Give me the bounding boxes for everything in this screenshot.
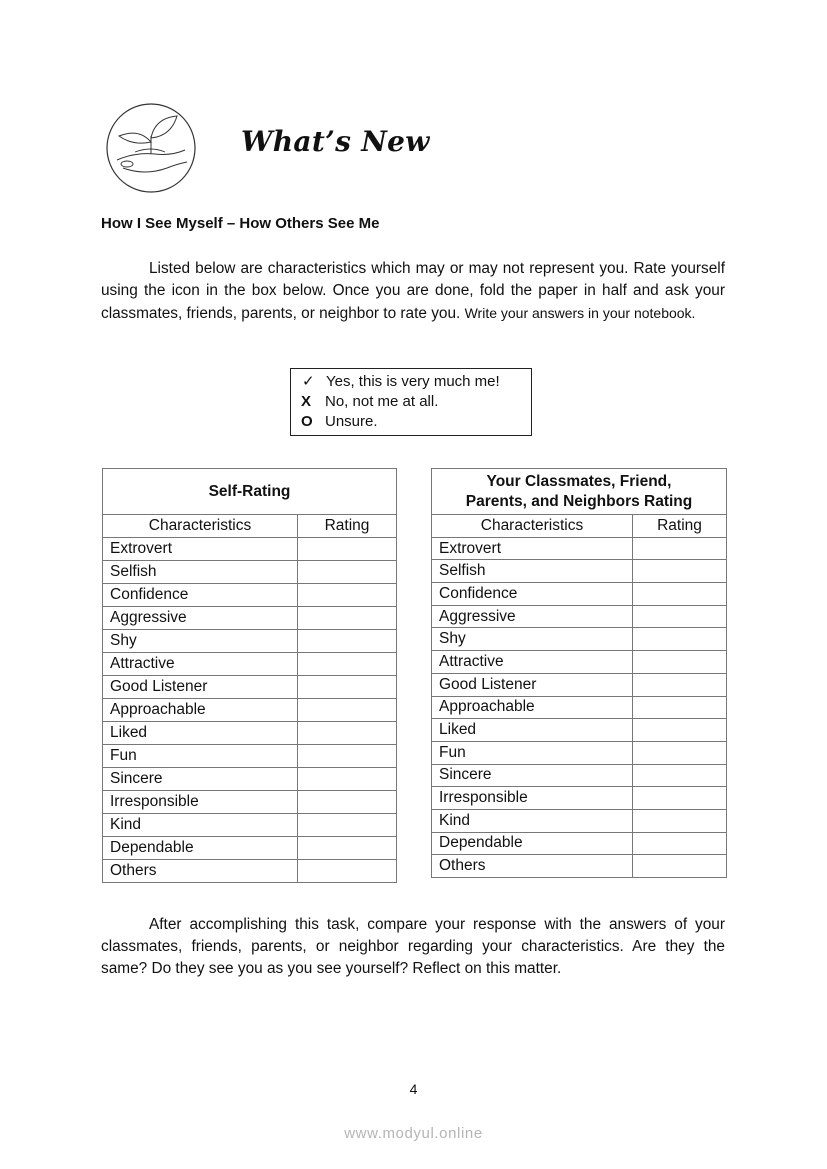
table-row xyxy=(103,653,397,676)
hand-holding-seedling-icon xyxy=(105,102,197,194)
table-row xyxy=(103,722,397,745)
table-row xyxy=(103,791,397,814)
characteristic-cell: Confidence xyxy=(103,584,298,607)
characteristic-cell: Liked xyxy=(103,722,298,745)
rating-cell[interactable] xyxy=(633,764,727,787)
title-line: Parents, and Neighbors Rating xyxy=(465,492,693,510)
table-row xyxy=(103,630,397,653)
characteristic-cell: Irresponsible xyxy=(103,791,298,814)
legend-meaning: Yes, this is very much me! xyxy=(326,373,500,390)
rating-cell[interactable] xyxy=(633,605,727,628)
table-row xyxy=(103,837,397,860)
rating-cell[interactable] xyxy=(298,814,397,837)
characteristic-cell: Sincere xyxy=(432,764,633,787)
rating-cell[interactable] xyxy=(633,787,727,810)
characteristic-cell: Extrovert xyxy=(103,538,298,561)
rating-cell[interactable] xyxy=(298,584,397,607)
rating-cell[interactable] xyxy=(298,860,397,883)
characteristic-cell: Aggressive xyxy=(432,605,633,628)
rating-cell[interactable] xyxy=(298,699,397,722)
table-row xyxy=(103,607,397,630)
table-row xyxy=(432,537,727,560)
table-row xyxy=(432,696,727,719)
title-line: Your Classmates, Friend, xyxy=(486,472,672,490)
characteristic-cell: Confidence xyxy=(432,583,633,606)
others-rating-table xyxy=(431,468,727,878)
table-row xyxy=(432,651,727,674)
page-number: 4 xyxy=(409,1081,418,1097)
table-row xyxy=(103,745,397,768)
closing-text: After accomplishing this task, compare your response with the answers of your classmates, friends, parents, or neighbor regarding your characteristics. Are they the same? Do they see you as you see yourself? Reflect on this matter. xyxy=(101,916,725,977)
characteristic-cell: Good Listener xyxy=(103,676,298,699)
self-rating-table xyxy=(102,468,397,883)
rating-cell[interactable] xyxy=(298,791,397,814)
rating-cell[interactable] xyxy=(298,607,397,630)
characteristic-cell: Irresponsible xyxy=(432,787,633,810)
table-row xyxy=(432,809,727,832)
characteristic-cell: Kind xyxy=(103,814,298,837)
others-rating-title xyxy=(432,469,727,515)
rating-cell[interactable] xyxy=(298,653,397,676)
rating-cell[interactable] xyxy=(298,630,397,653)
characteristic-cell: Sincere xyxy=(103,768,298,791)
legend-meaning: No, not me at all. xyxy=(325,393,439,410)
table-row xyxy=(103,768,397,791)
intro-main-text: Listed below are characteristics which may or may not represent you. Rate yourself using the icon in the box below. Once you are done, fold the paper in half and ask your classmates, friends, parents, or neighbor to rate you. xyxy=(101,260,725,322)
rating-cell[interactable] xyxy=(633,560,727,583)
column-header-characteristics: Characteristics xyxy=(432,515,633,538)
legend-item xyxy=(301,392,531,412)
table-row xyxy=(103,538,397,561)
rating-cell[interactable] xyxy=(633,651,727,674)
characteristic-cell: Attractive xyxy=(432,651,633,674)
rating-cell[interactable] xyxy=(633,673,727,696)
self-rating-title: Self-Rating xyxy=(103,469,397,515)
table-row xyxy=(432,673,727,696)
rating-cell[interactable] xyxy=(633,855,727,878)
watermark: www.modyul.online xyxy=(344,1125,483,1142)
characteristic-cell: Selfish xyxy=(432,560,633,583)
characteristic-cell: Selfish xyxy=(103,561,298,584)
characteristic-cell: Good Listener xyxy=(432,673,633,696)
rating-cell[interactable] xyxy=(633,832,727,855)
rating-cell[interactable] xyxy=(298,768,397,791)
rating-cell[interactable] xyxy=(298,561,397,584)
rating-cell[interactable] xyxy=(298,722,397,745)
rating-cell[interactable] xyxy=(633,628,727,651)
legend-item xyxy=(301,372,531,392)
rating-cell[interactable] xyxy=(298,676,397,699)
characteristic-cell: Fun xyxy=(103,745,298,768)
table-row xyxy=(432,764,727,787)
check-icon: ✓ xyxy=(302,373,315,390)
legend-meaning: Unsure. xyxy=(325,413,378,430)
table-row xyxy=(432,628,727,651)
table-row xyxy=(432,855,727,878)
table-row xyxy=(432,832,727,855)
table-row xyxy=(103,676,397,699)
rating-cell[interactable] xyxy=(298,745,397,768)
rating-cell[interactable] xyxy=(633,696,727,719)
characteristic-cell: Fun xyxy=(432,741,633,764)
circle-o-icon: O xyxy=(301,413,313,430)
table-row xyxy=(432,719,727,742)
table-row xyxy=(432,741,727,764)
rating-cell[interactable] xyxy=(633,719,727,742)
characteristic-cell: Approachable xyxy=(432,696,633,719)
characteristic-cell: Attractive xyxy=(103,653,298,676)
table-row xyxy=(432,560,727,583)
characteristic-cell: Liked xyxy=(432,719,633,742)
rating-cell[interactable] xyxy=(298,837,397,860)
rating-legend xyxy=(290,368,532,436)
rating-cell[interactable] xyxy=(298,538,397,561)
intro-note-text: Write your answers in your notebook. xyxy=(464,305,696,321)
rating-cell[interactable] xyxy=(633,537,727,560)
characteristic-cell: Others xyxy=(432,855,633,878)
table-row xyxy=(432,583,727,606)
table-row xyxy=(103,814,397,837)
legend-item xyxy=(301,412,531,432)
rating-cell[interactable] xyxy=(633,741,727,764)
characteristic-cell: Aggressive xyxy=(103,607,298,630)
table-row xyxy=(103,561,397,584)
characteristic-cell: Dependable xyxy=(432,832,633,855)
table-row xyxy=(103,860,397,883)
column-header-rating: Rating xyxy=(298,515,397,538)
rating-cell[interactable] xyxy=(633,809,727,832)
characteristic-cell: Approachable xyxy=(103,699,298,722)
table-row xyxy=(103,699,397,722)
column-header-rating: Rating xyxy=(633,515,727,538)
table-row xyxy=(432,787,727,810)
table-row xyxy=(432,605,727,628)
characteristic-cell: Shy xyxy=(103,630,298,653)
characteristic-cell: Extrovert xyxy=(432,537,633,560)
characteristic-cell: Dependable xyxy=(103,837,298,860)
x-mark-icon: X xyxy=(301,393,312,410)
section-title: What’s New xyxy=(241,125,430,158)
characteristic-cell: Kind xyxy=(432,809,633,832)
table-row xyxy=(103,584,397,607)
rating-cell[interactable] xyxy=(633,583,727,606)
characteristic-cell: Others xyxy=(103,860,298,883)
activity-subtitle: How I See Myself – How Others See Me xyxy=(101,215,380,232)
characteristic-cell: Shy xyxy=(432,628,633,651)
closing-paragraph xyxy=(101,914,725,980)
column-header-characteristics: Characteristics xyxy=(103,515,298,538)
intro-paragraph xyxy=(101,258,725,325)
